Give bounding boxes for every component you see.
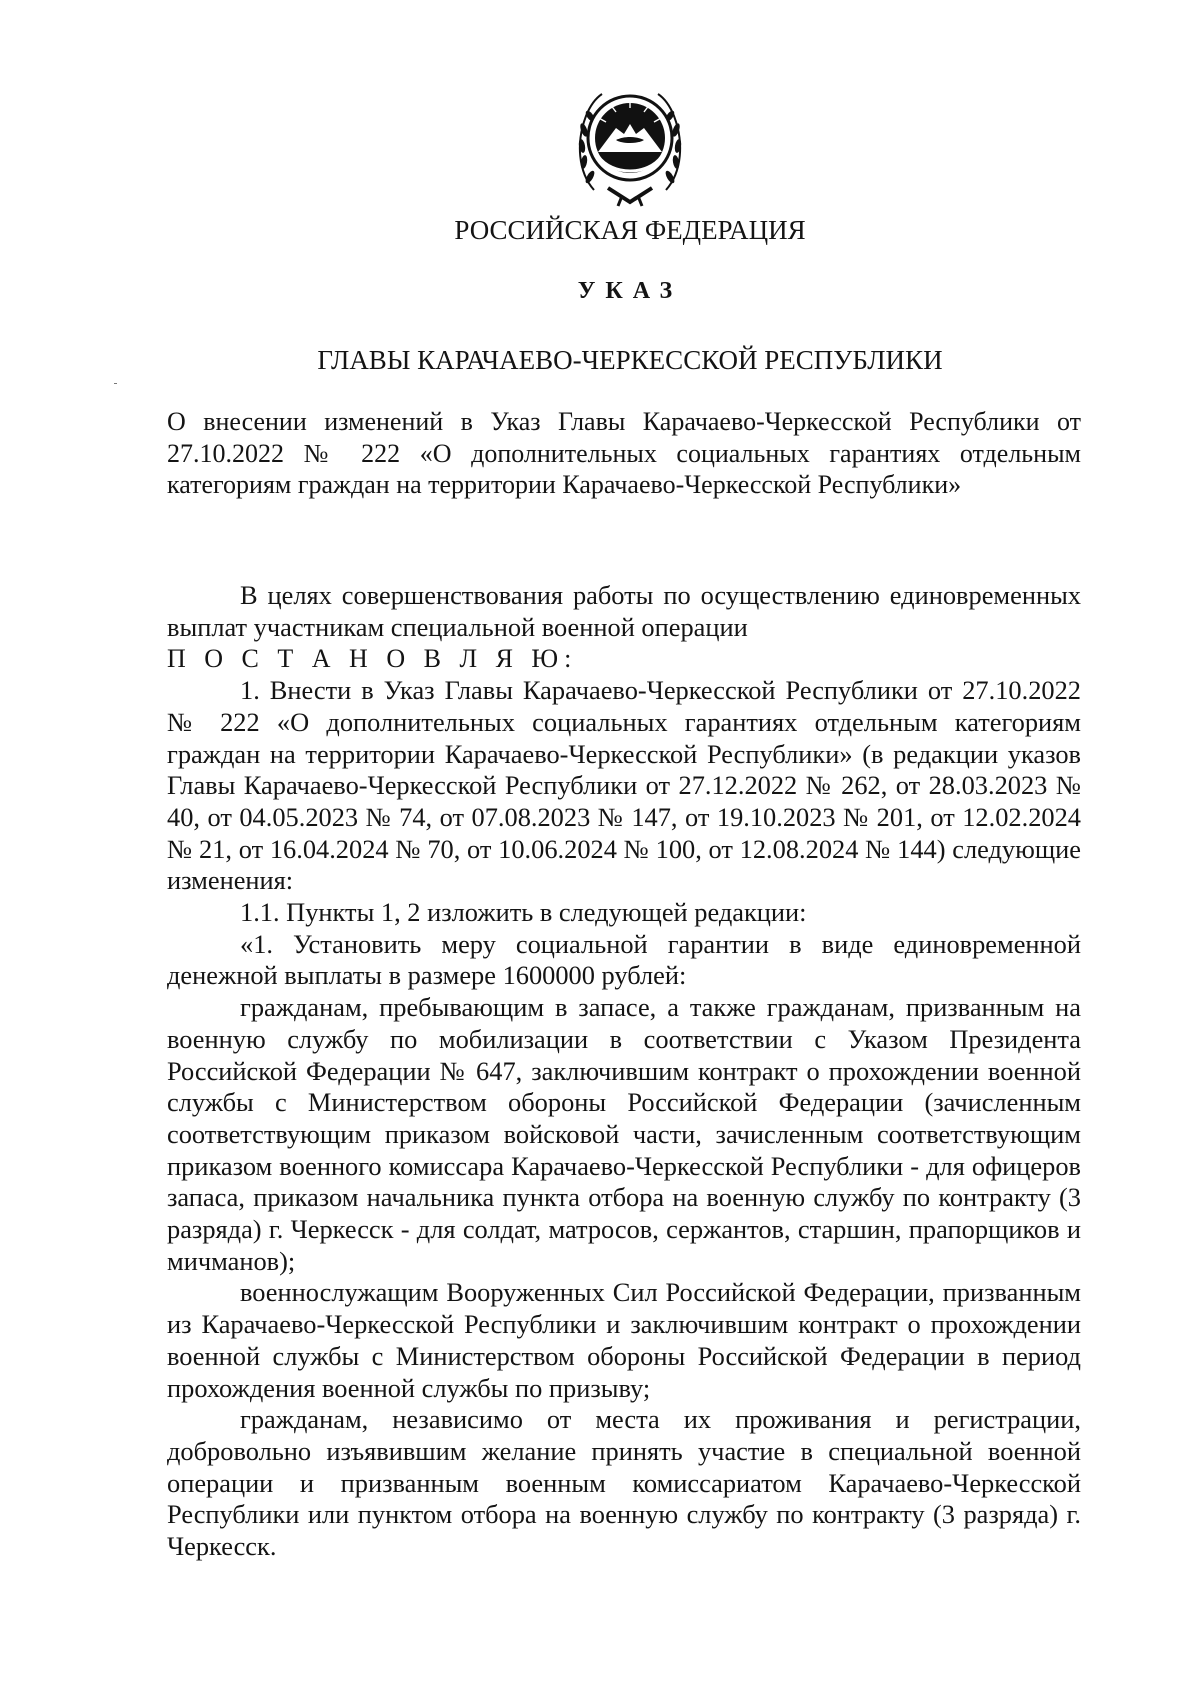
document-body bbox=[167, 580, 1081, 1563]
volunteers-paragraph: гражданам, независимо от места их проживания и регистрации, добровольно изъявившим желание принять участие в специальной военной операции и призванным военным комиссариатом Карачаево-Черкесской Республики или пунктом отбора на военную службу по контракту (3 разряда) г. Черкесск. bbox=[167, 1404, 1081, 1562]
scan-speck bbox=[114, 383, 117, 384]
decree-word: П О С Т А Н О В Л Я Ю: bbox=[167, 644, 578, 674]
quoted-clause-1-paragraph: «1. Установить меру социальной гарантии в виде единовременной денежной выплаты в размере 1600000 рублей: bbox=[167, 928, 1081, 991]
document-type-heading: УКАЗ bbox=[577, 278, 683, 304]
clause-1-paragraph: 1. Внести в Указ Главы Карачаево-Черкесской Республики от 27.10.2022 № 222 «О дополнительных социальных гарантиях отдельным категориям граждан на территории Карачаево-Черкесской Республики» (в редакции указов Главы Карачаево-Черкесской Республики от 27.12.2022 № 262, от 28.03.2023 № 40, от 04.05.2023 № 74, от 07.08.2023 № 147, от 19.10.2023 № 201, от 12.02.2024 № 21, от 16.04.2024 № 70, от 10.06.2024 № 100, от 12.08.2024 № 144) следующие изменения: bbox=[167, 675, 1081, 896]
document-title: О внесении изменений в Указ Главы Карачаево-Черкесской Республики от 27.10.2022 № 222 «О дополнительных социальных гарантиях отдельным категориям граждан на территории Карачаево-Черкесской Республики» bbox=[167, 407, 1081, 499]
coat-of-arms-icon bbox=[572, 80, 688, 210]
issuer-heading: ГЛАВЫ КАРАЧАЕВО-ЧЕРКЕССКОЙ РЕСПУБЛИКИ bbox=[317, 345, 943, 375]
country-heading: РОССИЙСКАЯ ФЕДЕРАЦИЯ bbox=[454, 215, 806, 245]
reserve-citizens-paragraph: гражданам, пребывающим в запасе, а также гражданам, призванным на военную службу по мобилизации в соответствии с Указом Президента Российской Федерации № 647, заключившим контракт о прохождении военной службы с Министерством обороны Российской Федерации (зачисленным соответствующим приказом войсковой части, зачисленным соответствующим приказом военного комиссара Карачаево-Черкесской Республики - для офицеров запаса, приказом начальника пункта отбора на военную службу по контракту (3 разряда) г. Черкесск - для солдат, матросов, сержантов, старшин, прапорщиков и мичманов); bbox=[167, 992, 1081, 1276]
servicemen-paragraph: военнослужащим Вооруженных Сил Российской Федерации, призванным из Карачаево-Черкесской Республики и заключившим контракт о прохождении военной службы с Министерством обороны Российской Федерации в период прохождения военной службы по призыву; bbox=[167, 1277, 1081, 1403]
preamble-paragraph: В целях совершенствования работы по осуществлению единовременных выплат участникам специальной военной операции bbox=[167, 580, 1081, 642]
clause-1-1-paragraph: 1.1. Пункты 1, 2 изложить в следующей редакции: bbox=[240, 897, 807, 928]
